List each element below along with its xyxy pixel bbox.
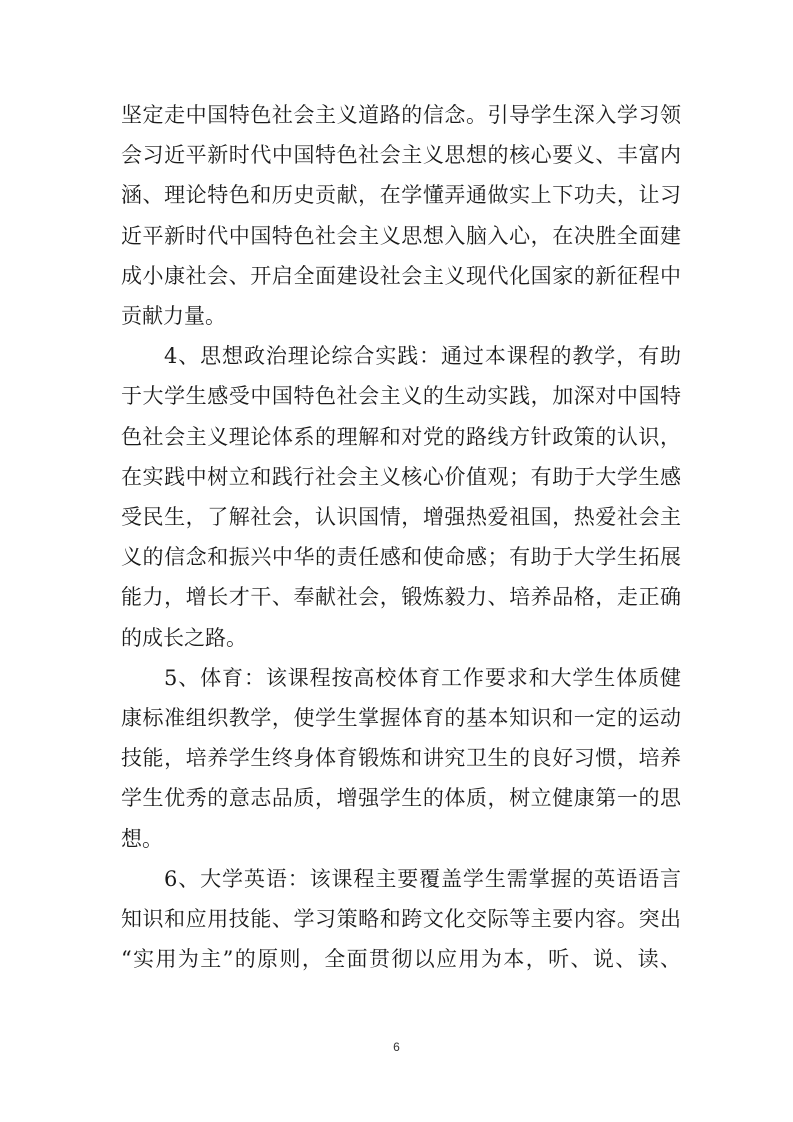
text-line: 康标准组织教学，使学生掌握体育的基本知识和一定的运动 xyxy=(121,706,681,730)
text-line: 于大学生感受中国特色社会主义的生动实践，加深对中国特 xyxy=(121,384,681,408)
page-number: 6 xyxy=(393,1040,400,1054)
text-line: 涵、理论特色和历史贡献，在学懂弄通做实上下功夫，让习 xyxy=(121,183,681,207)
text-line: 会习近平新时代中国特色社会主义思想的核心要义、丰富内 xyxy=(121,143,681,167)
paragraph-start-line: 5、体育：该课程按高校体育工作要求和大学生体质健 xyxy=(164,666,681,690)
text-line: 知识和应用技能、学习策略和跨文化交际等主要内容。突出 xyxy=(121,907,681,931)
paragraph-start-line: 4、思想政治理论综合实践：通过本课程的教学，有助 xyxy=(164,344,681,368)
paragraph-start-line: 6、大学英语：该课程主要覆盖学生需掌握的英语语言 xyxy=(164,867,681,891)
text-line: 学生优秀的意志品质，增强学生的体质，树立健康第一的思 xyxy=(121,786,681,810)
text-line: 能力，增长才干、奉献社会，锻炼毅力、培养品格，走正确 xyxy=(121,585,681,609)
text-line: 受民生，了解社会，认识国情，增强热爱祖国，热爱社会主 xyxy=(121,505,681,529)
text-line: 贡献力量。 xyxy=(121,304,226,328)
text-line: 坚定走中国特色社会主义道路的信念。引导学生深入学习领 xyxy=(121,103,681,127)
text-line: 在实践中树立和践行社会主义核心价值观；有助于大学生感 xyxy=(121,465,681,489)
text-line: 色社会主义理论体系的理解和对党的路线方针政策的认识， xyxy=(121,425,681,449)
text-line: “实用为主”的原则，全面贯彻以应用为本，听、说、读、 xyxy=(121,947,681,971)
text-line: 义的信念和振兴中华的责任感和使命感；有助于大学生拓展 xyxy=(121,545,681,569)
text-line: 成小康社会、开启全面建设社会主义现代化国家的新征程中 xyxy=(121,264,681,288)
text-line: 近平新时代中国特色社会主义思想入脑入心，在决胜全面建 xyxy=(121,224,681,248)
text-line: 想。 xyxy=(121,827,163,851)
text-line: 的成长之路。 xyxy=(121,626,247,650)
text-line: 技能，培养学生终身体育锻炼和讲究卫生的良好习惯，培养 xyxy=(121,746,681,770)
